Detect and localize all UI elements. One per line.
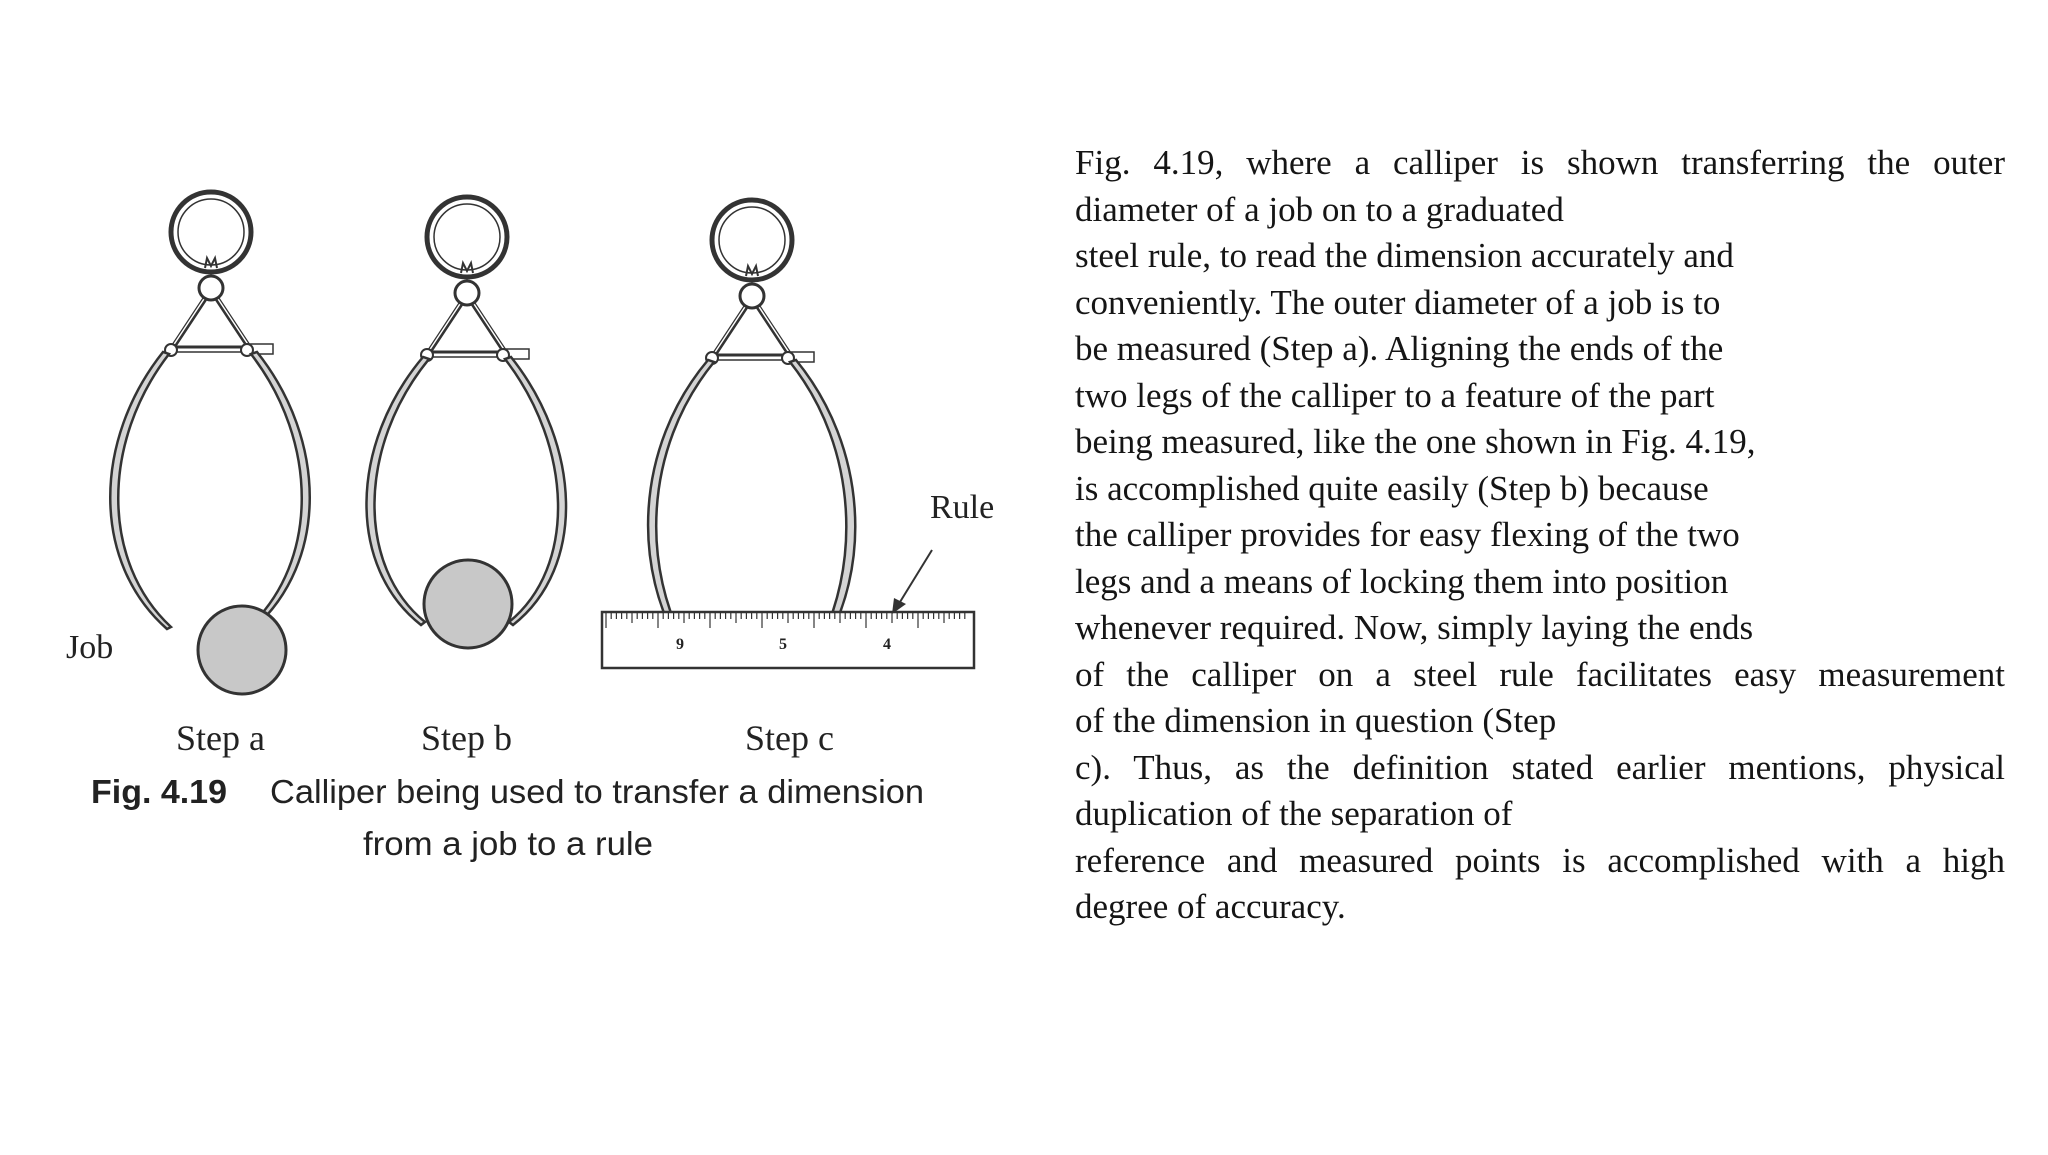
paragraph-line: degree of accuracy.: [1075, 887, 1346, 926]
figure-caption-line1: Calliper being used to transfer a dimension: [270, 773, 924, 810]
paragraph-line: the calliper provides for easy flexing of the two: [1075, 515, 1740, 554]
calliper-step-c: [648, 200, 855, 651]
step-a-label: Step a: [176, 718, 265, 758]
rule-number-3: 4: [883, 636, 891, 653]
paragraph-line: is accomplished quite easily (Step b) because: [1075, 468, 1709, 508]
rule-number-2: 5: [779, 636, 787, 653]
steel-rule: [602, 612, 974, 668]
figure-caption-number: Fig. 4.19: [91, 773, 227, 810]
figure-caption-line2: from a job to a rule: [363, 825, 653, 862]
job-circle-step-b: [424, 560, 512, 648]
paragraph-line: c). Thus, as the definition stated earlier mentions, physical: [1075, 747, 2005, 787]
paragraph-line: of the calliper on a steel rule facilitates easy measurement: [1075, 654, 2005, 694]
paragraph-line: conveniently. The outer diameter of a job is to: [1075, 282, 1721, 322]
paragraph-line: whenever required. Now, simply laying the ends: [1075, 608, 1754, 647]
job-label: Job: [66, 629, 114, 666]
paragraph-line: duplication of the separation of: [1075, 794, 1513, 833]
job-circle-step-a: [198, 606, 286, 694]
calliper-figure: [66, 180, 1020, 900]
paragraph-line: reference and measured points is accomplished with a high: [1075, 840, 2005, 880]
paragraph-line: diameter of a job on to a graduated: [1075, 189, 1564, 229]
rule-arrow: [900, 550, 932, 602]
rule-label: Rule: [930, 489, 995, 526]
step-b-label: Step b: [421, 718, 513, 758]
paragraph-line: legs and a means of locking them into position: [1075, 561, 1729, 601]
body-paragraph: [1075, 140, 2005, 931]
paragraph-line: be measured (Step a). Aligning the ends of the: [1075, 329, 1724, 368]
paragraph-line: two legs of the calliper to a feature of the part: [1075, 375, 1715, 415]
step-c-label: Step c: [745, 718, 834, 758]
paragraph-line: of the dimension in question (Step: [1075, 701, 1557, 740]
calliper-step-a: [110, 192, 310, 629]
calliper-illustration: [66, 180, 1020, 900]
rule-number-1: 9: [676, 636, 684, 653]
paragraph-line: being measured, like the one shown in Fig. 4.19,: [1075, 422, 1756, 461]
paragraph-line: Fig. 4.19, where a calliper is shown transferring the outer: [1075, 143, 2005, 182]
paragraph-line: steel rule, to read the dimension accurately and: [1075, 236, 1734, 275]
